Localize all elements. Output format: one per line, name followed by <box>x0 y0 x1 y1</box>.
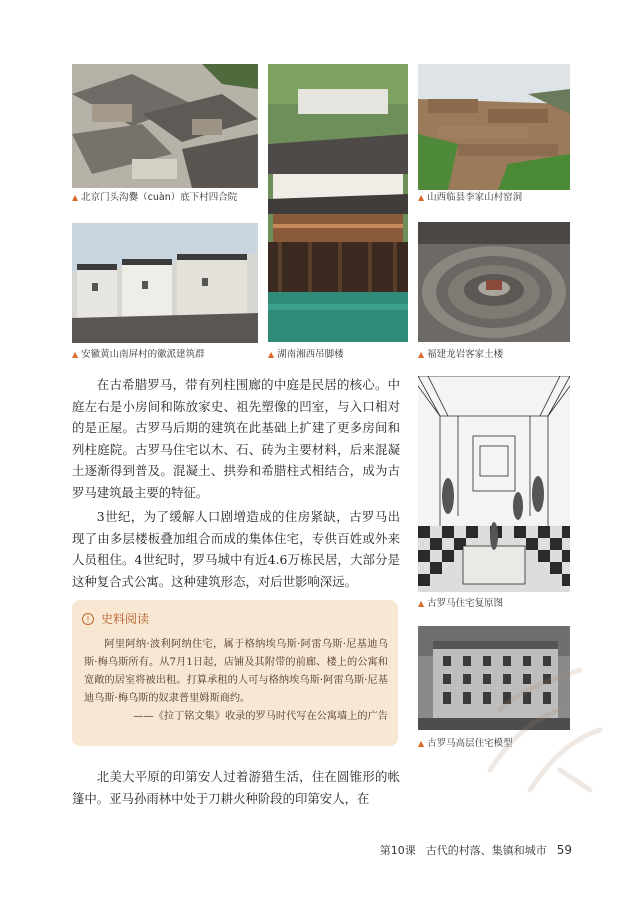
page-number: 59 <box>556 843 572 857</box>
triangle-bullet-icon: ▲ <box>418 350 425 359</box>
historical-reading-quote: 阿里阿纳·波利阿纳住宅，属于格纳埃乌斯·阿雷乌斯·尼基迪乌斯·梅乌斯所有。从7月1日起，店铺及其附带的前廊、楼上的公寓和宽敞的居室将被出租。打算承租的人可与格纳埃乌斯·阿雷乌斯·尼基迪乌斯·梅乌斯的奴隶普里姆斯商约。 <box>84 639 388 704</box>
triangle-bullet-icon: ▲ <box>72 350 79 359</box>
history-reading-icon: ! <box>82 613 94 625</box>
photo-anhui-huizhou-buildings <box>72 223 258 343</box>
historical-reading-box <box>72 600 398 746</box>
calligraphy-watermark <box>470 650 610 800</box>
photo-shanxi-cave-dwelling <box>418 64 570 190</box>
photo-fujian-tulou <box>418 222 570 342</box>
triangle-bullet-icon: ▲ <box>418 739 425 748</box>
photo-xiangxi-stilt-house <box>268 64 408 342</box>
caption-shanxi: ▲ 山西临县李家山村窑洞 <box>418 192 523 203</box>
historical-reading-source: ——《拉丁铭文集》收录的罗马时代写在公寓墙上的广告 <box>133 711 388 722</box>
historical-reading-content <box>84 636 388 726</box>
historical-reading-title: ! 史料阅读 <box>82 610 149 627</box>
triangle-bullet-icon: ▲ <box>72 193 79 202</box>
triangle-bullet-icon: ▲ <box>418 599 425 608</box>
main-text-block-bottom <box>72 766 400 809</box>
triangle-bullet-icon: ▲ <box>268 350 275 359</box>
paragraph-roman-apartments: 3世纪，为了缓解人口剧增造成的住房紧缺，古罗马出现了由多层楼板叠加组合而成的集体住宅，专供百姓或外来人员租住。4世纪时，罗马城中有近4.6万栋民居，大部分是这种复合式公寓。这种建筑形态，对后世影响深远。 <box>72 509 400 589</box>
triangle-bullet-icon: ▲ <box>418 193 425 202</box>
caption-fujian: ▲ 福建龙岩客家土楼 <box>418 349 504 360</box>
caption-xiangxi: ▲ 湖南湘西吊脚楼 <box>268 349 344 360</box>
footer-lesson-title: 古代的村落、集镇和城市 <box>425 844 547 857</box>
paragraph-native-americans: 北美大平原的印第安人过着游猎生活，住在圆锥形的帐篷中。亚马孙雨林中处于刀耕火种阶段的印第安人，在 <box>72 769 400 806</box>
photo-roman-house-reconstruction <box>418 376 570 592</box>
paragraph-roman-atrium: 在古希腊罗马，带有列柱围廊的中庭是民居的核心。中庭左右是小房间和陈放家史、祖先塑像的凹室，与入口相对的是正屋。古罗马后期的建筑在此基础上扩建了更多房间和列柱庭院。古罗马住宅以木、石、砖为主要材料，后来混凝土逐渐得到普及。混凝土、拱券和希腊柱式相结合，成为古罗马建筑最主要的特征。 <box>72 377 400 500</box>
caption-beijing: ▲ 北京门头沟爨（cuàn）底下村四合院 <box>72 192 238 203</box>
page-footer <box>380 842 572 858</box>
footer-lesson: 第10课 <box>379 844 416 857</box>
caption-roman-house: ▲ 古罗马住宅复原图 <box>418 598 504 609</box>
photo-beijing-courtyard <box>72 64 258 188</box>
caption-anhui: ▲ 安徽黄山南屏村的徽派建筑群 <box>72 349 205 360</box>
main-text-block <box>72 374 400 592</box>
caption-roman-apartment: ▲ 古罗马高层住宅模型 <box>418 738 513 749</box>
